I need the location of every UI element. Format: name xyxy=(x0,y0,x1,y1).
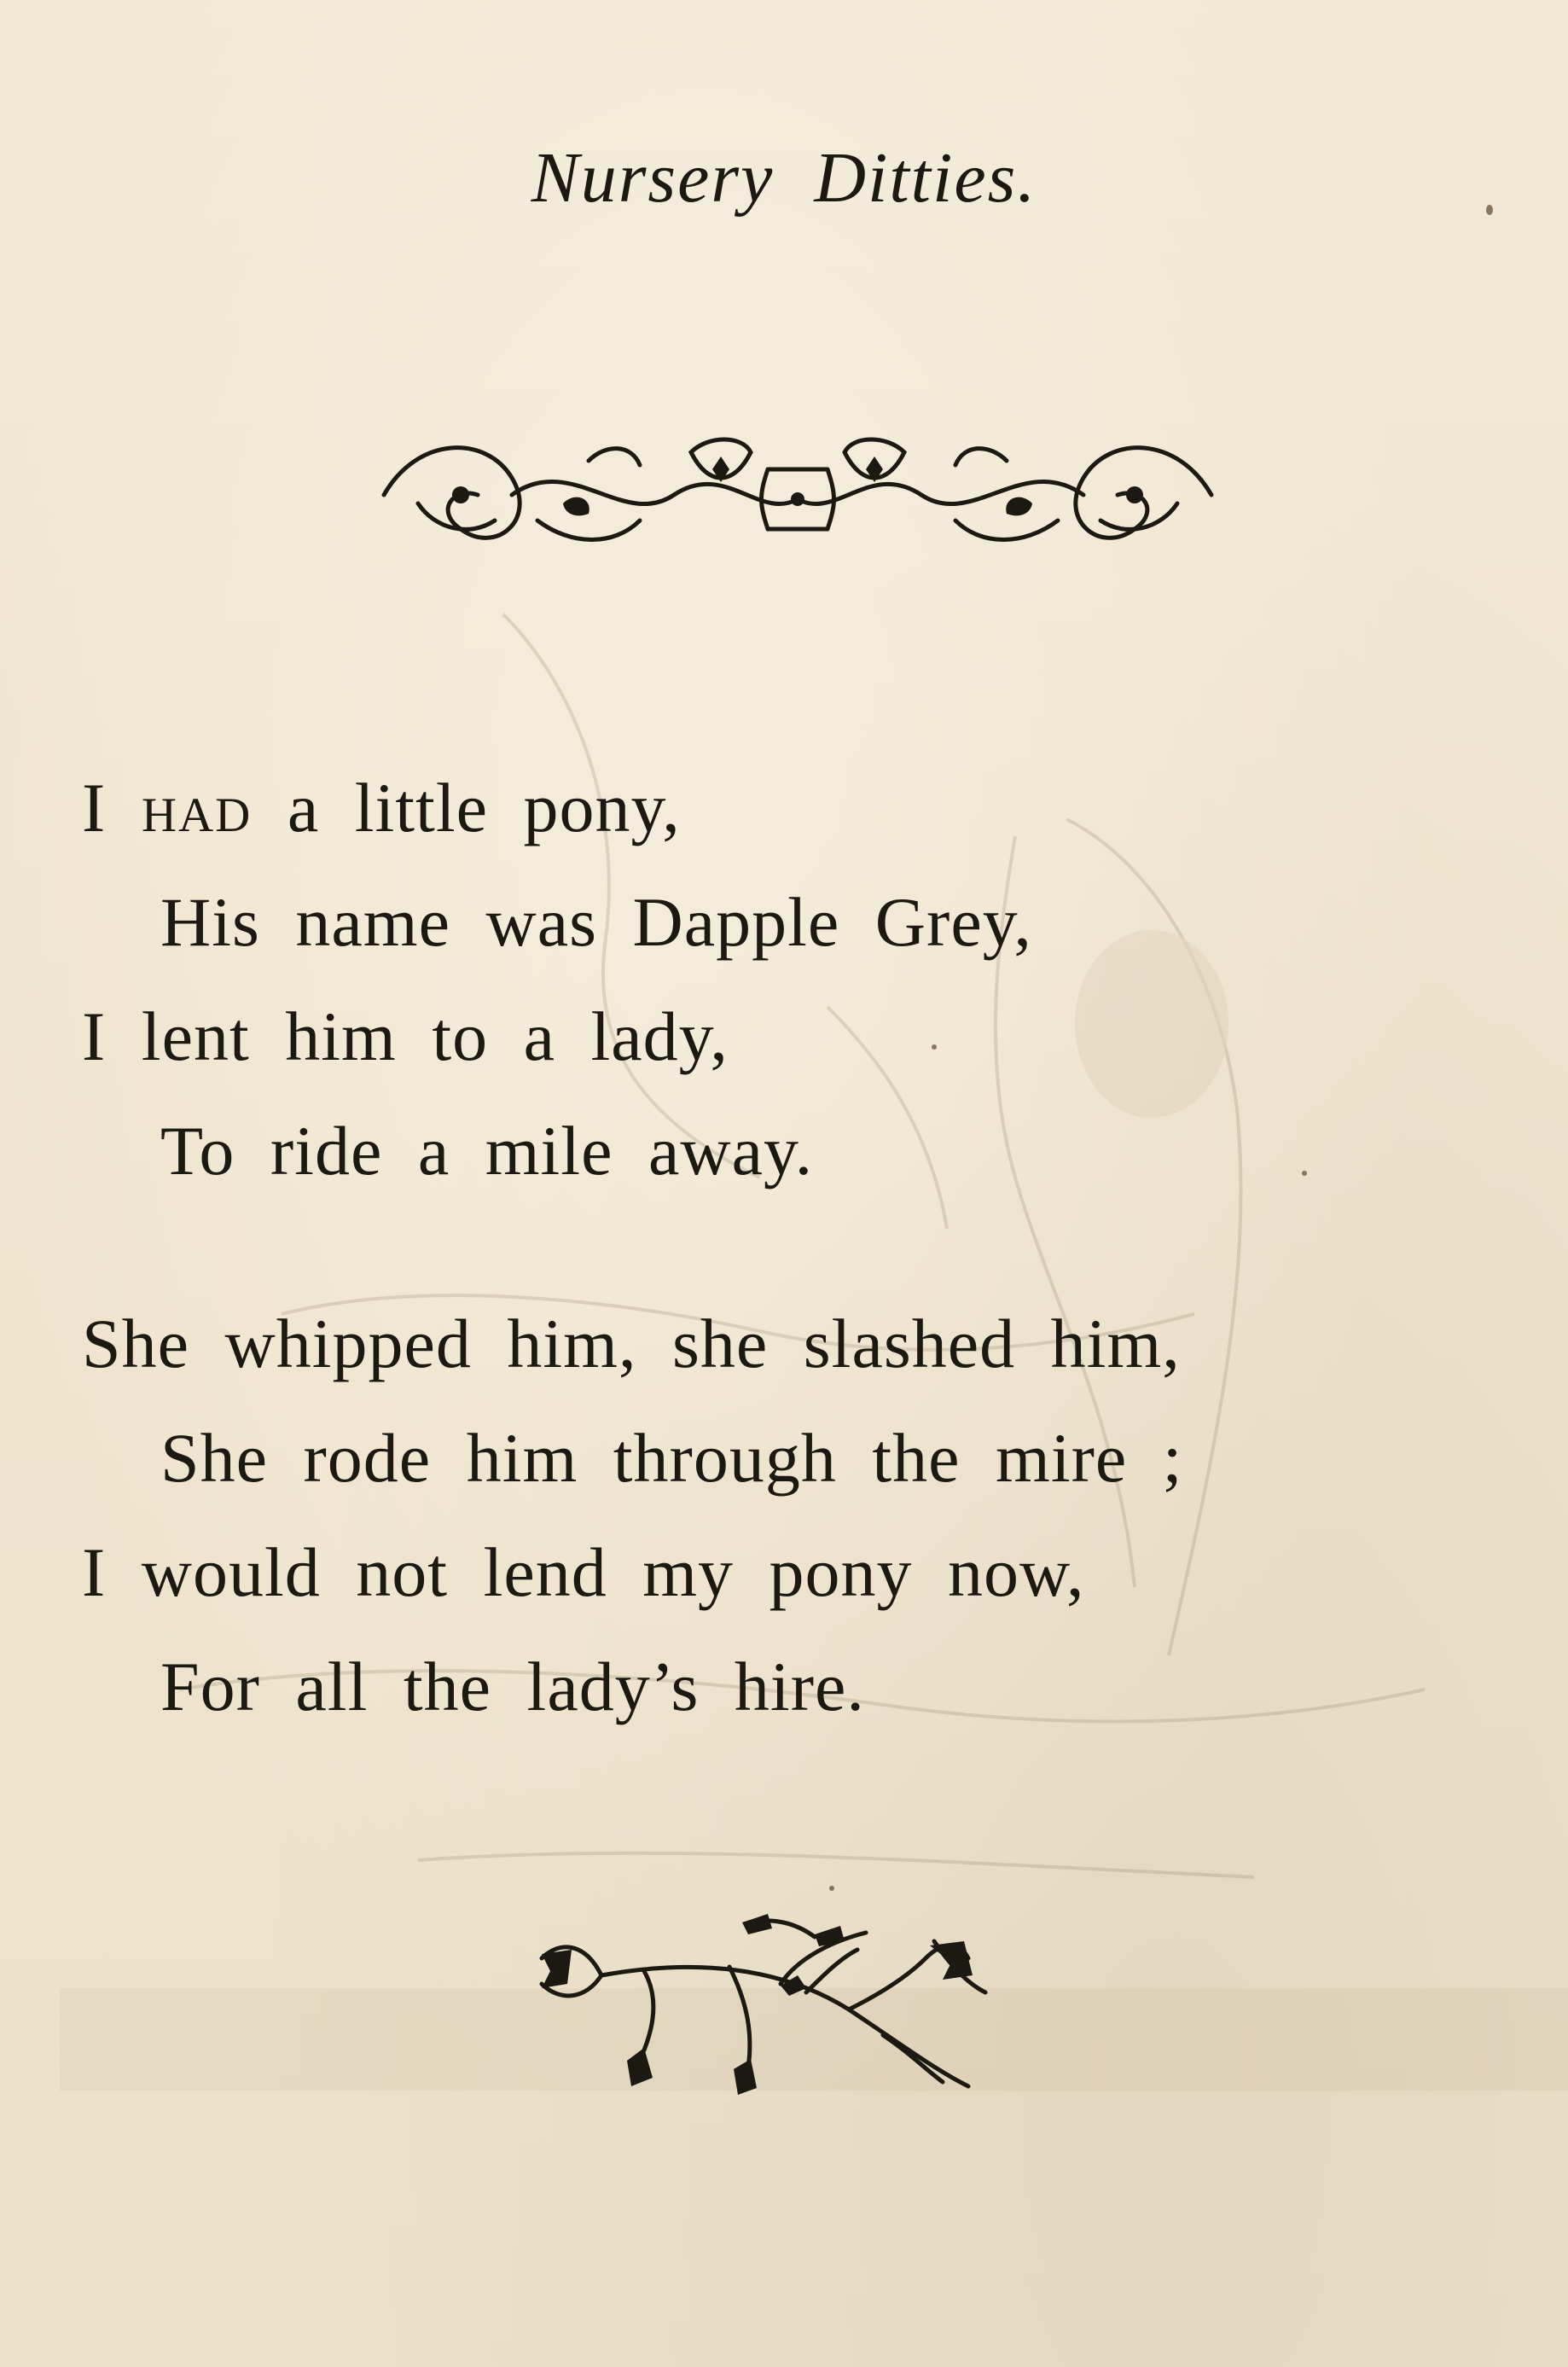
ornamental-vine-headpiece xyxy=(367,418,1228,572)
stanza-1 xyxy=(82,751,1532,1208)
paper-speck xyxy=(1486,205,1493,215)
poem-line: For all the lady’s hire. xyxy=(160,1648,865,1725)
bluebell-spray-tailpiece xyxy=(525,1907,1002,2108)
poem-line: I would not lend my pony now, xyxy=(82,1533,1085,1611)
poem-line: His name was Dapple Grey, xyxy=(160,883,1032,961)
paper-speck xyxy=(829,1886,834,1891)
small-caps-word: had xyxy=(141,769,253,846)
poem-line: I lent him to a lady, xyxy=(82,997,729,1075)
poem xyxy=(82,751,1532,1823)
line-remainder: a little pony, xyxy=(287,769,681,846)
paper-speck xyxy=(932,1044,937,1050)
running-head: Nursery Ditties. xyxy=(531,138,1037,218)
poem-line xyxy=(82,751,1532,865)
poem-line: She rode him through the mire ; xyxy=(160,1419,1183,1497)
stanza-2 xyxy=(82,1287,1532,1744)
poem-line: To ride a mile away. xyxy=(160,1112,814,1189)
paper-speck xyxy=(1302,1171,1307,1176)
first-word: I xyxy=(82,769,107,846)
poem-line: She whipped him, she slashed him, xyxy=(82,1305,1181,1382)
